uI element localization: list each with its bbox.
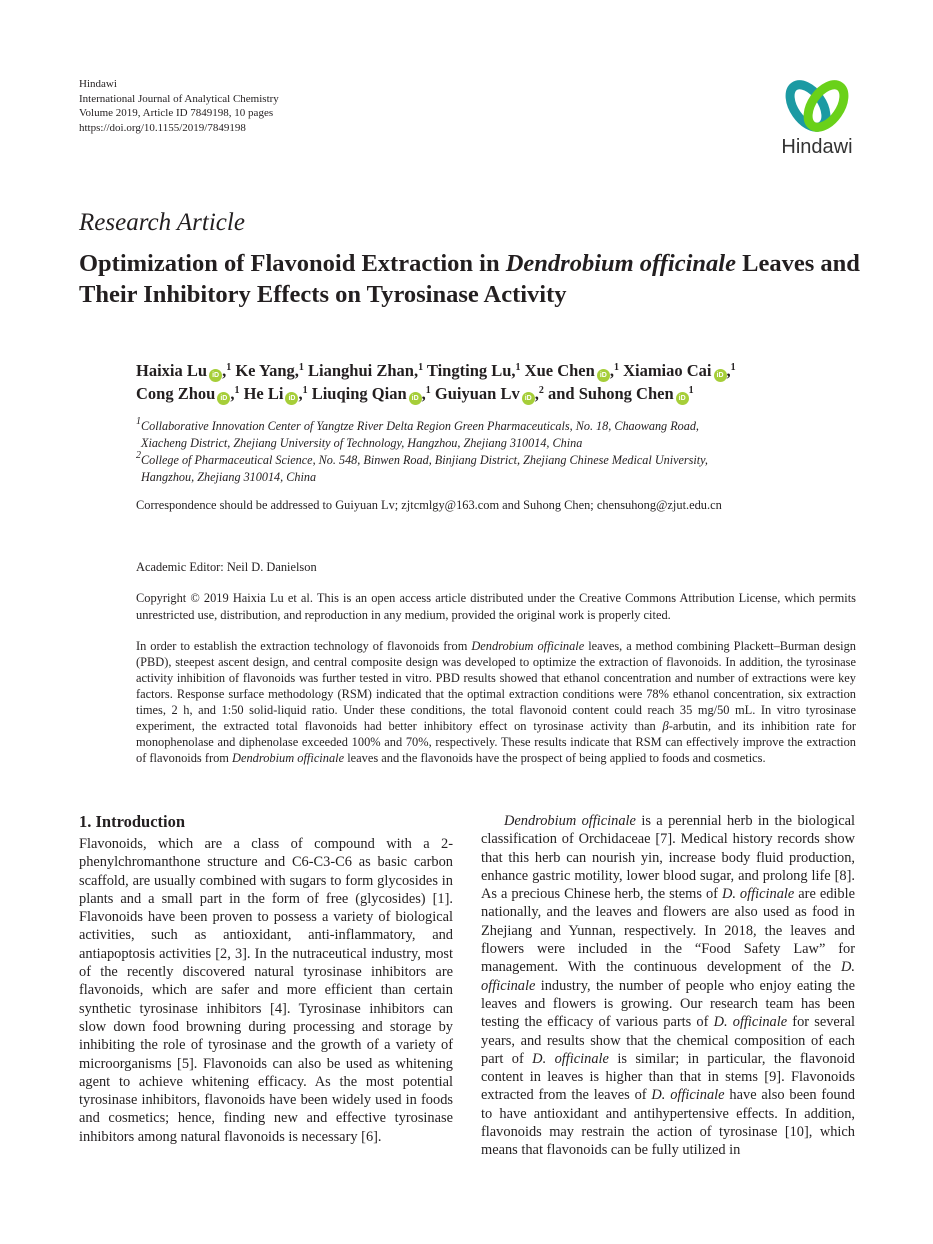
affiliation-marker: 2: [538, 384, 544, 396]
text-segment: are edible nationally, and the leaves and flowers are also used as food in Zhejiang and Yunnan, respectively. In 2018, the leaves and flowers were included in the “Food Safety Law” for management. With the continuous development of the: [481, 886, 855, 976]
text-segment: Leaves and Their Inhibitory Effects on Tyrosinase Activity: [79, 250, 860, 308]
affiliation-2-cont: Hangzhou, Zhejiang 310014, China: [141, 470, 317, 484]
author-name: Ke Yang: [235, 361, 295, 380]
author: Guiyuan Lv iD ,$^2$: [434, 383, 544, 403]
author: Lianghui Zhan,$^1$: [308, 361, 424, 380]
italic-text: D. officinale: [651, 1087, 725, 1104]
abstract: [136, 638, 856, 766]
italic-text: D. officinale: [713, 1014, 788, 1031]
left-column: [79, 812, 453, 1146]
journal-name: International Journal of Analytical Chemistry: [79, 92, 279, 105]
author-name: Haixia Lu: [136, 361, 208, 380]
orcid-icon[interactable]: iD: [522, 392, 535, 405]
hindawi-logo: [772, 76, 862, 162]
orcid-icon[interactable]: iD: [209, 369, 222, 382]
author-name: Xiamiao Cai: [623, 361, 712, 380]
text-segment: have also been found to have antioxidant and antihypertensive effects. In addition, flavonoids may restrain the action of tyrosinase [10], which means that flavonoids can be fully utilized in: [481, 1087, 855, 1159]
affiliation-marker: 1: [730, 362, 736, 373]
affiliation-1: $^1$Collaborative Innovation Center of Yangtze River Delta Region Green Pharmaceuticals, No. 18, Chaowang Road,: [136, 416, 699, 433]
author: Cong Zhou iD ,$^1$: [136, 383, 240, 403]
author: Liuqing Qian iD ,$^1$: [311, 383, 431, 403]
text-segment: In order to establish the extraction technology of flavonoids from: [136, 639, 472, 653]
affiliation-marker: 1: [418, 362, 424, 373]
orcid-icon[interactable]: iD: [676, 392, 689, 405]
italic-text: D. officinale: [721, 886, 795, 903]
author-name: Tingting Lu: [426, 361, 512, 380]
author-name: Xue Chen: [524, 361, 595, 380]
orcid-icon[interactable]: iD: [714, 369, 727, 382]
affiliation-marker: 1: [688, 384, 694, 396]
author-name: He Li: [243, 383, 284, 403]
text-segment: is a perennial herb in the biological classification of Orchidaceae [7]. Medical history records show that this herb can nourish yin, increase body fluid production, enhance gastric motility, lower blood sugar, and prolong life [8]. As a precious Chinese herb, the stems of: [481, 813, 855, 903]
affiliation-marker: 1: [234, 384, 240, 396]
academic-editor: Academic Editor: Neil D. Danielson: [136, 560, 317, 574]
text-segment: Flavonoids, which are a class of compound with a 2-phenylchromanthone structure and C6-C3-C6 as basic carbon scaffold, are usually combined with sugars to form glycosides in plants and a small part in the form of free (glycosides) [1]. Flavonoids have been proven to possess a variety of biological activities, such as antioxidant, anti-inflammatory, and antiapoptosis activities [2, 3]. In the nutraceutical industry, most of the recently discovered natural tyrosinase inhibitors are flavonoids, which are safer and more efficient than certain synthetic tyrosinase inhibitors [4]. Tyrosinase inhibitors can slow down food browning during processing and storage by inhibiting the role of tyrosinase and the growth of a variety of microorganisms [5]. Flavonoids can also be used as whitening agent to achieve whitening efficacy. As the most potential tyrosinase inhibitors, flavonoids have been widely used in foods and cosmetics; hence, finding new and effective tyrosinase inhibitors among natural flavonoids is necessary [6].: [79, 836, 453, 1145]
author: Tingting Lu,$^1$: [426, 361, 521, 380]
volume-info: Volume 2019, Article ID 7849198, 10 pages: [79, 107, 274, 119]
italic-text: D. officinale: [532, 1050, 609, 1067]
logo-text: Hindawi: [781, 136, 853, 158]
text-segment: for several years, and results show that the chemical composition of each part of: [481, 1014, 855, 1067]
italic-text: Dendrobium officinale: [504, 813, 636, 829]
orcid-icon[interactable]: iD: [285, 392, 298, 405]
copyright-notice: Copyright © 2019 Haixia Lu et al. This is an open access article distributed under the Creative Commons Attribution License, which permits unrestricted use, distribution, and reproduction in any medium, provided the original work is properly cited.: [136, 591, 856, 622]
author-name: Guiyuan Lv: [434, 383, 520, 403]
doi-link[interactable]: https://doi.org/10.1155/2019/7849198: [79, 121, 246, 134]
author-name: and Suhong Chen: [547, 383, 674, 403]
orcid-icon[interactable]: iD: [409, 392, 422, 405]
italic-text: β: [662, 719, 669, 733]
affiliation-1-cont: Xiacheng District, Zhejiang University of Technology, Hangzhou, Zhejiang 310014, China: [141, 436, 583, 450]
text-segment: industry, the number of people who enjoy eating the leaves and flowers is growing. Our research team has been testing the efficacy of various parts of: [481, 977, 855, 1031]
affiliation-marker: 1: [226, 362, 232, 373]
intro-paragraph-1: [79, 835, 453, 1146]
author: Xue Chen iD ,$^1$: [524, 361, 619, 380]
text-segment: -arbutin, and its inhibition rate for monophenolase and diphenolase exceeded 100% and 70%, respectively. These results indicate that RSM can effectively improve the extraction of flavonoids from: [136, 719, 856, 765]
italic-text: Dendrobium officinale: [232, 751, 345, 765]
correspondence: Correspondence should be addressed to Guiyuan Lv; zjtcmlgy@163.com and Suhong Chen; chensuhong@zjut.edu.cn: [136, 498, 722, 512]
journal-header: [79, 77, 279, 135]
affiliations: [136, 418, 856, 486]
author: He Li iD ,$^1$: [243, 383, 308, 403]
italic-text: D. officinale: [481, 959, 855, 994]
author-name: Lianghui Zhan: [308, 361, 414, 380]
affiliation-marker: 1: [613, 362, 619, 373]
author-name: Cong Zhou: [136, 383, 216, 403]
affiliation-marker: 1: [298, 362, 304, 373]
author: Haixia Lu iD ,$^1$: [136, 361, 232, 380]
affiliation-marker: 1: [302, 384, 308, 396]
publisher-name: Hindawi: [79, 78, 117, 90]
text-segment: leaves, a method combining Plackett–Burman design (PBD), steepest ascent design, and central composite design was developed to optimize the extraction of flavonoids. In addition, the tyrosinase activity inhibition of flavonoids was further tested in vitro. PBD results showed that ethanol concentration and number of extractions were key factors. Response surface methodology (RSM) indicated that the optimal extraction conditions were 78% ethanol concentration, six extraction times, 2 h, and 1:50 solid-liquid ratio. Under these conditions, the total flavonoid content could reach 35 mg/50 mL. In vitro tyrosinase experiment, the extracted total flavonoids had better inhibitory effect on tyrosinase activity than: [136, 639, 856, 733]
italic-text: Dendrobium officinale: [471, 639, 585, 653]
text-segment: leaves and the flavonoids have the prospect of being applied to foods and cosmetics.: [344, 751, 766, 765]
author: Xiamiao Cai iD ,$^1$: [623, 361, 736, 380]
text-segment: is similar; in particular, the flavonoid content in leaves is higher than that in stems [9]. Flavonoids extracted from the leaves of: [481, 1050, 855, 1104]
orcid-icon[interactable]: iD: [597, 369, 610, 382]
affiliation-marker: 1: [425, 384, 431, 396]
italic-text: Dendrobium officinale: [505, 250, 736, 277]
intro-paragraph-2: [481, 812, 855, 1160]
text-segment: Optimization of Flavonoid Extraction in: [79, 250, 506, 277]
article-type: Research Article: [79, 209, 245, 236]
author: [548, 384, 694, 403]
author-list: [136, 360, 856, 405]
section-heading: 1. Introduction: [79, 812, 186, 831]
article-title: [79, 248, 879, 310]
author: Ke Yang,$^1$: [235, 361, 304, 380]
orcid-icon[interactable]: iD: [217, 392, 230, 405]
right-column: [481, 812, 855, 1160]
affiliation-marker: 1: [515, 362, 521, 373]
author-name: Liuqing Qian: [311, 383, 407, 403]
affiliation-2: $^2$College of Pharmaceutical Science, No. 548, Binwen Road, Binjiang District, Zhejiang Chinese Medical University,: [136, 450, 708, 467]
hindawi-logo-icon: [772, 76, 862, 136]
